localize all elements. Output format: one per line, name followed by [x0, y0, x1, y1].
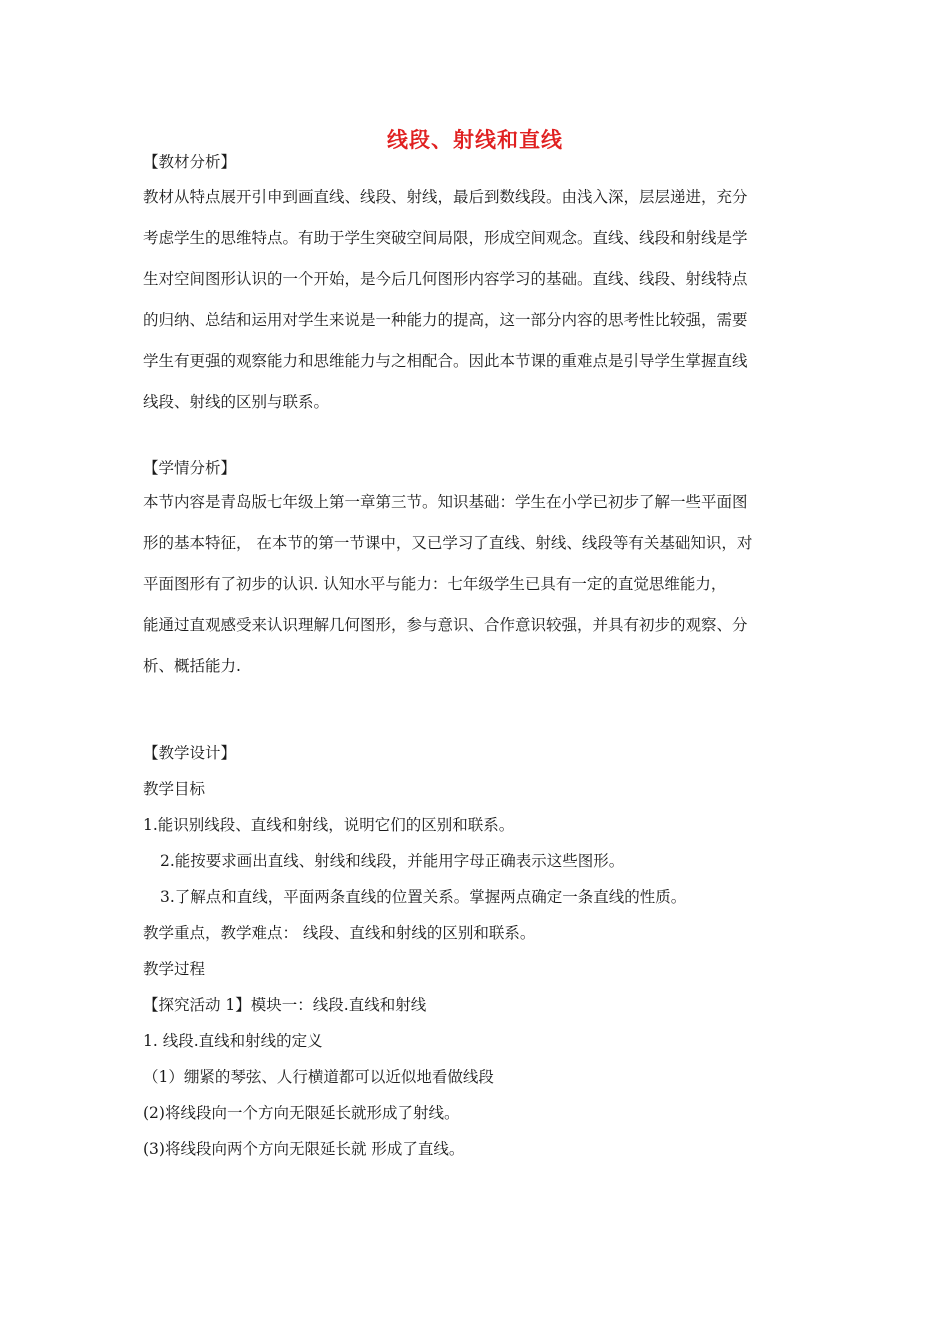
paragraph-line: 生对空间图形认识的一个开始，是今后几何图形内容学习的基础。直线、线段、射线特点 — [143, 270, 748, 288]
paragraph-line: 的归纳、总结和运用对学生来说是一种能力的提高，这一部分内容的思考性比较强，需要 — [143, 311, 748, 329]
teaching-goal-item: 3.了解点和直线，平面两条直线的位置关系。掌握两点确定一条直线的性质。 — [160, 888, 687, 906]
student-analysis-paragraph — [143, 482, 807, 687]
paragraph-line: 形的基本特征， 在本节的第一节课中，又已学习了直线、射线、线段等有关基础知识，对 — [143, 534, 753, 552]
document-title: 线段、射线和直线 — [387, 128, 563, 152]
heading-teaching-design: 【教学设计】 — [143, 744, 237, 762]
heading-student-analysis: 【学情分析】 — [143, 459, 237, 477]
textbook-analysis-paragraph — [143, 177, 807, 423]
teaching-goals-title: 教学目标 — [143, 780, 206, 798]
paragraph-line: 线段、射线的区别与联系。 — [143, 393, 330, 411]
teaching-goal-item: 1.能识别线段、直线和射线，说明它们的区别和联系。 — [143, 816, 515, 834]
activity-heading: 【探究活动 1】模块一：线段.直线和射线 — [143, 996, 427, 1014]
paragraph-line: 能通过直观感受来认识理解几何图形，参与意识、合作意识较强，并具有初步的观察、分 — [143, 616, 748, 634]
paragraph-line: 平面图形有了初步的认识. 认知水平与能力：七年级学生已具有一定的直觉思维能力， — [143, 575, 727, 593]
teaching-process-title: 教学过程 — [143, 960, 206, 978]
paragraph-line: 本节内容是青岛版七年级上第一章第三节。知识基础：学生在小学已初步了解一些平面图 — [143, 493, 748, 511]
paragraph-line: 考虑学生的思维特点。有助于学生突破空间局限，形成空间观念。直线、线段和射线是学 — [143, 229, 748, 247]
definition-item: (2)将线段向一个方向无限延长就形成了射线。 — [143, 1104, 460, 1122]
paragraph-line: 教材从特点展开引申到画直线、线段、射线，最后到数线段。由浅入深，层层递进，充分 — [143, 188, 748, 206]
definition-item: （1）绷紧的琴弦、人行横道都可以近似地看做线段 — [143, 1068, 494, 1086]
definition-item: (3)将线段向两个方向无限延长就 形成了直线。 — [143, 1140, 465, 1158]
paragraph-line: 学生有更强的观察能力和思维能力与之相配合。因此本节课的重难点是引导学生掌握直线 — [143, 352, 748, 370]
teaching-goal-item: 2.能按要求画出直线、射线和线段，并能用字母正确表示这些图形。 — [160, 852, 625, 870]
definition-title: 1. 线段.直线和射线的定义 — [143, 1032, 323, 1050]
heading-textbook-analysis: 【教材分析】 — [143, 153, 237, 171]
key-points-line: 教学重点，教学难点： 线段、直线和射线的区别和联系。 — [143, 924, 536, 942]
paragraph-line: 析、概括能力. — [143, 657, 241, 675]
